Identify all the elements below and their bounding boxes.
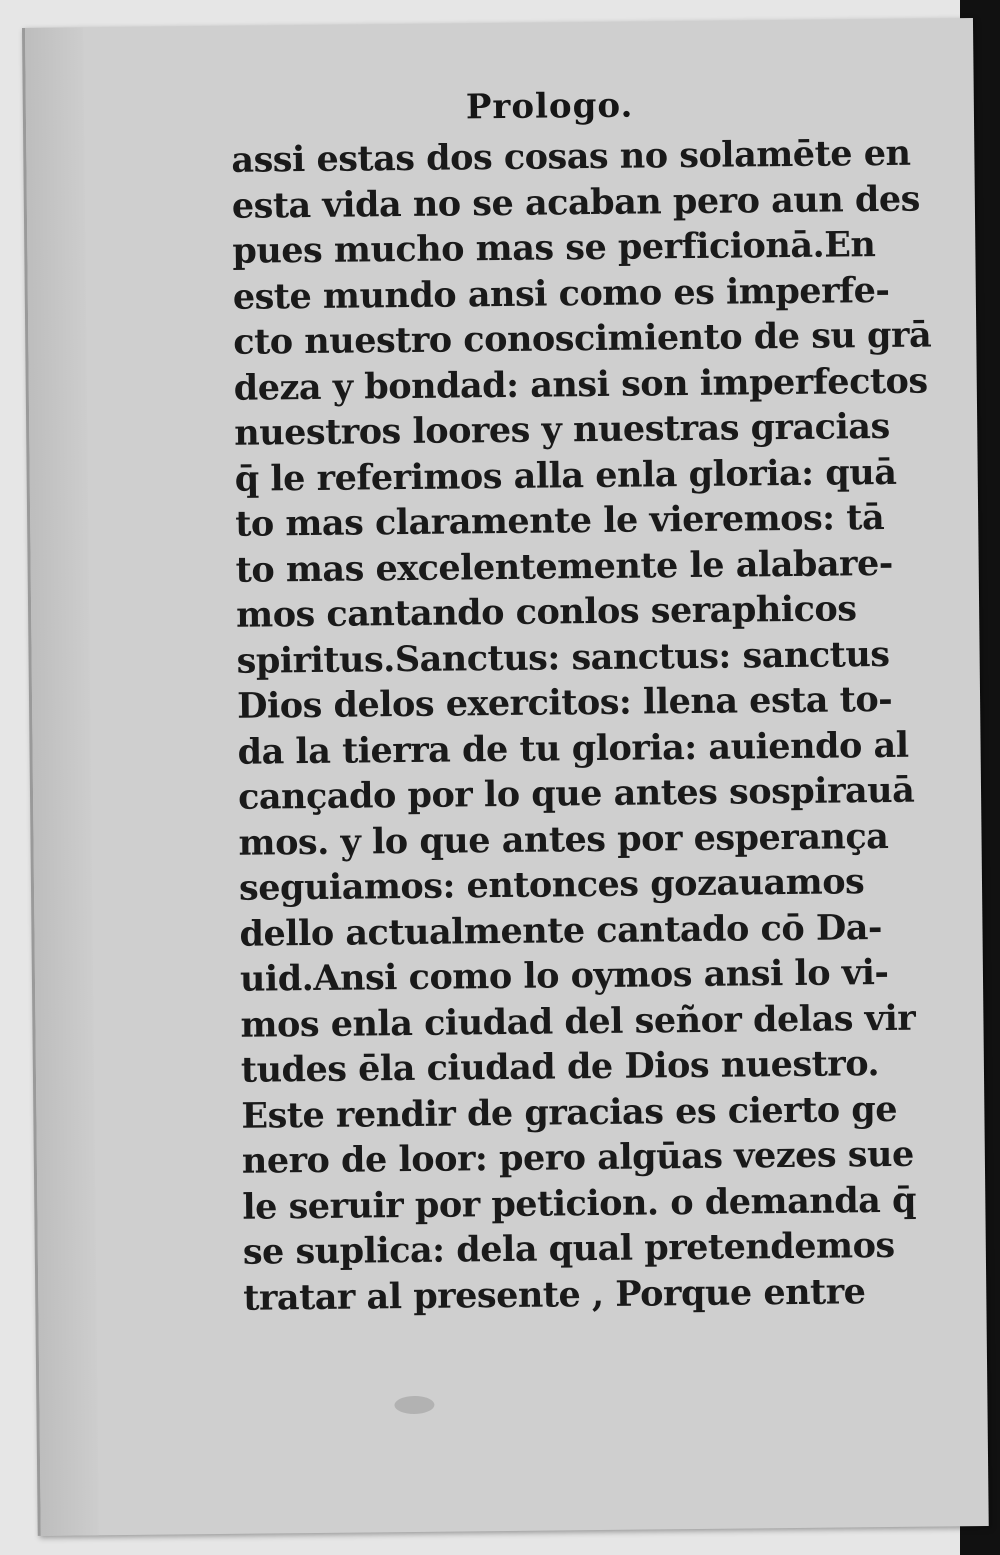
text-line: cançado por lo que antes sospirauā — [237, 769, 915, 818]
text-line: q̄ le referimos alla enla gloria: quā — [234, 451, 897, 500]
text-line: dello actualmente cantado cō Da- — [239, 906, 883, 955]
text-line: mos. y lo que antes por esperança — [238, 815, 889, 864]
text-line: le seruir por peticion. o demanda q̄ — [242, 1179, 917, 1228]
text-line: assi estas dos cosas no solamēte en — [231, 132, 911, 181]
text-line: nero de loor: pero algūas vezes sue — [241, 1133, 914, 1182]
text-line: cto nuestro conoscimiento de su grā — [233, 314, 932, 363]
text-line: seguiamos: entonces gozauamos — [238, 861, 865, 909]
text-line: esta vida no se acaban pero aun des — [231, 178, 921, 227]
running-head: Prologo. — [465, 85, 634, 128]
text-line: tratar al presente , Porque entre — [243, 1270, 866, 1319]
text-line: Este rendir de gracias es cierto ge — [241, 1088, 898, 1137]
text-line: da la tierra de tu gloria: auiendo al — [237, 724, 909, 773]
text-line: to mas claramente le vieremos: tā — [234, 496, 885, 545]
text-line: uid.Ansi como lo oymos ansi lo vi- — [239, 951, 889, 1000]
book-page — [22, 18, 989, 1536]
text-line: este mundo ansi como es imperfe- — [232, 269, 890, 318]
text-line: nuestros loores y nuestras gracias — [234, 405, 890, 454]
text-line: to mas excelentemente le alabare- — [235, 542, 893, 591]
text-line: spiritus.Sanctus: sanctus: sanctus — [236, 633, 890, 682]
ink-smudge — [394, 1396, 434, 1414]
text-line: mos enla ciudad del señor delas vir — [240, 997, 916, 1046]
text-line: tudes ēla ciudad de Dios nuestro. — [240, 1043, 880, 1091]
text-block — [231, 130, 943, 1320]
text-line: Dios delos exercitos: llena esta to- — [236, 678, 893, 727]
text-line: se suplica: dela qual pretendemos — [242, 1224, 895, 1273]
text-line: pues mucho mas se perficionā.En — [232, 224, 876, 272]
page-gutter — [25, 27, 99, 1536]
text-line: mos cantando conlos seraphicos — [235, 588, 857, 636]
text-line: deza y bondad: ansi son imperfectos — [233, 360, 928, 409]
